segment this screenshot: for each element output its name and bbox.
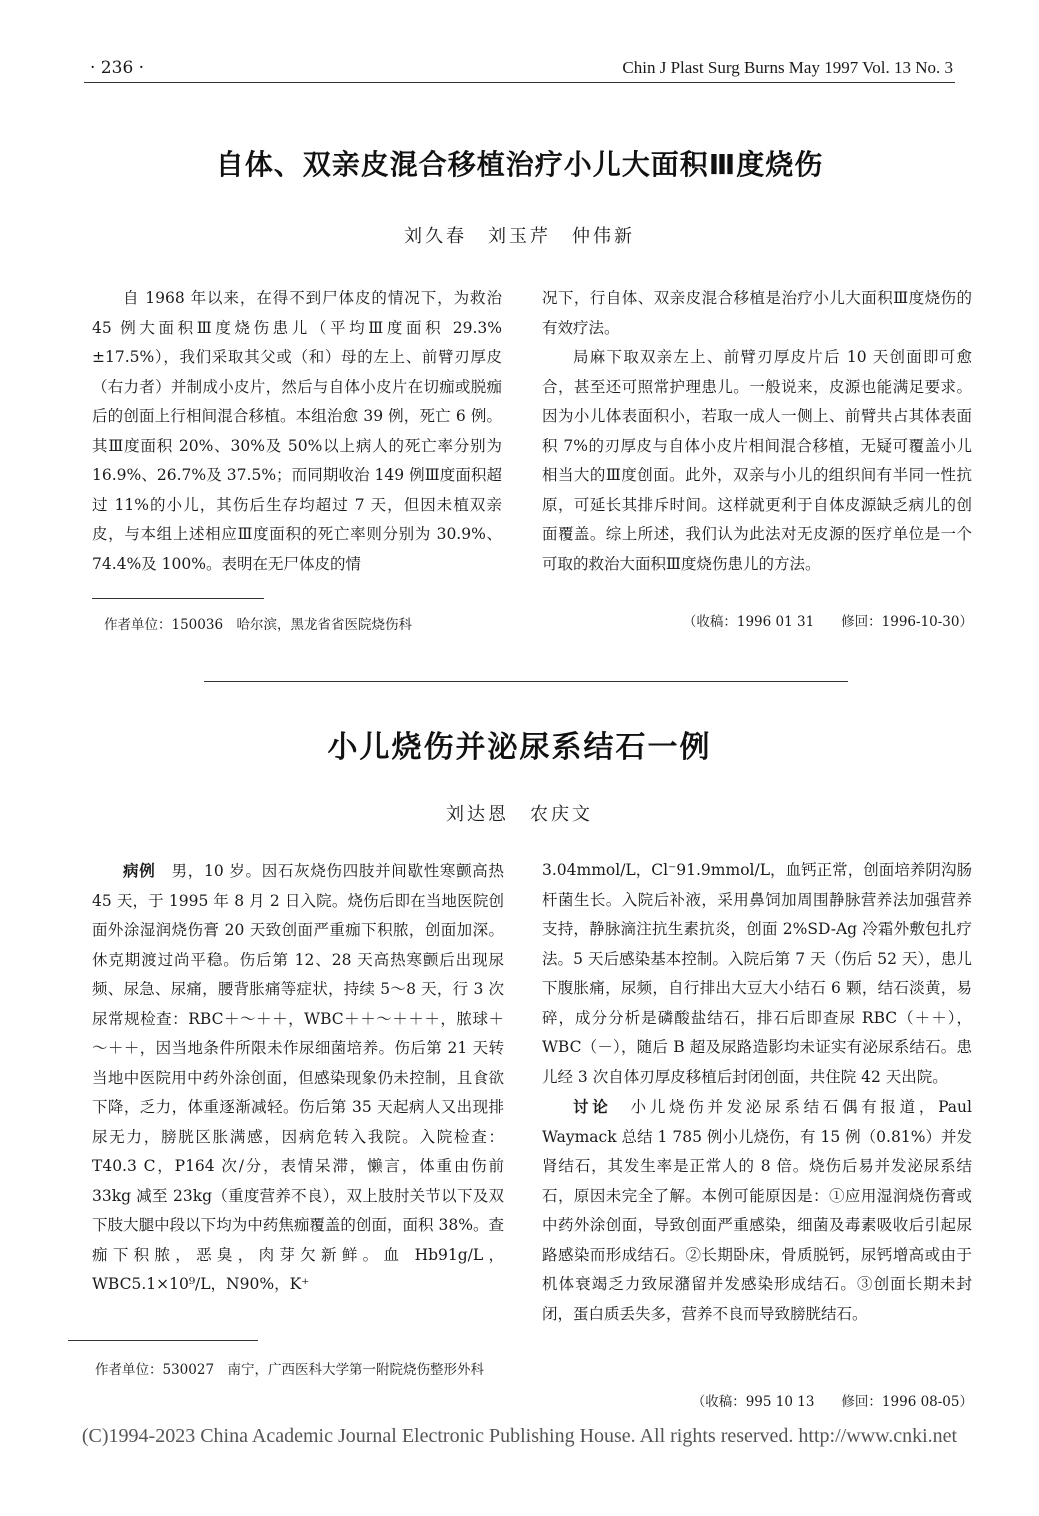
copyright-notice: (C)1994-2023 China Academic Journal Electronic Publishing House. All rights reserved. http://www.cnki.net — [81, 1425, 958, 1447]
article1-footnote-rule — [92, 598, 264, 599]
article2-received: （收稿：995 10 13 修回：1996 08-05） — [691, 1394, 973, 1410]
page-number: · 236 · — [90, 58, 145, 78]
case-text: 男，10 岁。因石灰烧伤四肢并间歇性寒颤高热 45 天，于 1995 年 8 月 2 日入院。烧伤后即在当地医院创面外涂湿润烧伤膏 20 天致创面严重痂下积脓，创面加深。休克期渡过尚平稳。伤后第 12、28 天高热寒颤后出现尿频、尿急、尿痛，腰背胀痛等症状，持续 5～8 天，行 3 次尿常规检查：RBC＋～＋＋，WBC＋＋～＋＋＋，脓球＋～＋＋，因当地条件所限未作尿细菌培养。伤后第 21 天转当地中医院用中药外涂创面，但感染现象仍未控制，且食欲下降，乏力，体重逐渐减轻。伤后第 35 天起病人又出现排尿无力，膀胱区胀满感，因病危转入我院。入院检查：T40.3 C，P164 次/分，表情呆滞，懒言，体重由伤前 33kg 减至 23kg（重度营养不良），双上肢肘关节以下及双下肢大腿中段以下均为中药焦痂覆盖的创面，面积 38%。查痂下积脓，恶臭，肉芽欠新鲜。血 Hb91g/L，WBC5.1×10⁹/L，N90%，K⁺ — [92, 862, 504, 1293]
article2-discussion-paragraph — [542, 1092, 972, 1329]
article1-right-paragraph-2: 局麻下取双亲左上、前臂刃厚皮片后 10 天创面即可愈合，甚至还可照常护理患儿。一般说来，皮源也能满足要求。因为小儿体表面积小，若取一成人一侧上、前臂共占其体表面积 7%的刃厚皮与自体小皮片相间混合移植，无疑可覆盖小儿相当大的Ⅲ度创面。此外，双亲与小儿的组织间有半同一性抗原，可延长其排斥时间。这样就更利于自体皮源缺乏病儿的创面覆盖。综上所述，我们认为此法对无皮源的医疗单位是一个可取的救治大面积Ⅲ度烧伤患儿的方法。 — [542, 348, 972, 573]
case-label: 病例 — [123, 861, 156, 880]
discussion-label: 讨论 — [573, 1097, 612, 1116]
discussion-text: 小儿烧伤并发泌尿系结石偶有报道，Paul Waymack 总结 1 785 例小儿烧伤，有 15 例（0.81%）并发肾结石，其发生率是正常人的 8 倍。烧伤后易并发泌尿系结石，原因未完全了解。本例可能原因是：①应用湿润烧伤膏或中药外涂创面，导致创面严重感染，细菌及毒素吸收后引起尿路感染而形成结石。②长期卧床，骨质脱钙，尿钙增高或由于机体衰竭乏力致尿潴留并发感染形成结石。③创面长期未封闭，蛋白质丢失多，营养不良而导致膀胱结石。 — [542, 1098, 972, 1323]
article1-right-paragraph-1: 况下，行自体、双亲皮混合移植是治疗小儿大面积Ⅲ度烧伤的有效疗法。 — [542, 289, 972, 337]
article2-case-paragraph — [92, 856, 504, 1300]
article2-title: 小儿烧伤并泌尿系结石一例 — [327, 730, 712, 765]
article-separator — [204, 681, 848, 682]
header-rule — [84, 82, 955, 83]
article2-left-column — [92, 856, 504, 1300]
article2-footnote-rule — [68, 1340, 258, 1341]
article2-right-column — [542, 856, 972, 1329]
article1-right-column — [542, 284, 972, 579]
article2-right-paragraph-1: 3.04mmol/L，Cl⁻91.9mmol/L，血钙正常，创面培养阴沟肠杆菌生长。入院后补液，采用鼻饲加周围静脉营养法加强营养支持，静脉滴注抗生素抗炎，创面 2%SD-Ag 冷霜外敷包扎疗法。5 天后感染基本控制。入院后第 7 天（伤后 52 天），患儿下腹胀痛，尿频，自行排出大豆大小结石 6 颗，结石淡黄，易碎，成分分析是磷酸盐结石，排石后即查尿 RBC（＋＋），WBC（－），随后 B 超及尿路造影均未证实有泌尿系结石。患儿经 3 次自体刃厚皮移植后封闭创面，共住院 42 天出院。 — [542, 861, 972, 1086]
journal-citation: Chin J Plast Surg Burns May 1997 Vol. 13 No. 3 — [622, 58, 953, 77]
article1-left-column — [92, 284, 502, 579]
article1-authors: 刘久春 刘玉芹 仲伟新 — [404, 226, 635, 247]
article1-footnote: 作者单位：150036 哈尔滨，黑龙省省医院烧伤科 — [104, 617, 413, 633]
article1-received: （收稿：1996 01 31 修回：1996-10-30） — [682, 614, 973, 630]
article1-title: 自体、双亲皮混合移植治疗小儿大面积Ⅲ度烧伤 — [215, 148, 824, 181]
article2-footnote: 作者单位：530027 南宁，广西医科大学第一附院烧伤整形外科 — [95, 1362, 485, 1378]
article2-authors: 刘达恩 农庆文 — [446, 804, 593, 825]
article1-left-paragraph: 自 1968 年以来，在得不到尸体皮的情况下，为救治 45 例大面积Ⅲ度烧伤患儿（平均Ⅲ度面积 29.3%±17.5%），我们采取其父或（和）母的左上、前臂刃厚皮（右力者）并制成小皮片，然后与自体小皮片在切痂或脱痂后的创面上行相间混合移植。本组治愈 39 例，死亡 6 例。其Ⅲ度面积 20%、30%及 50%以上病人的死亡率分别为 16.9%、26.7%及 37.5%；而同期收治 149 例Ⅲ度面积超过 11%的小儿，其伤后生存均超过 7 天，但因未植双亲皮，与本组上述相应Ⅲ度面积的死亡率则分别为 30.9%、74.4%及 100%。表明在无尸体皮的情 — [92, 289, 502, 573]
